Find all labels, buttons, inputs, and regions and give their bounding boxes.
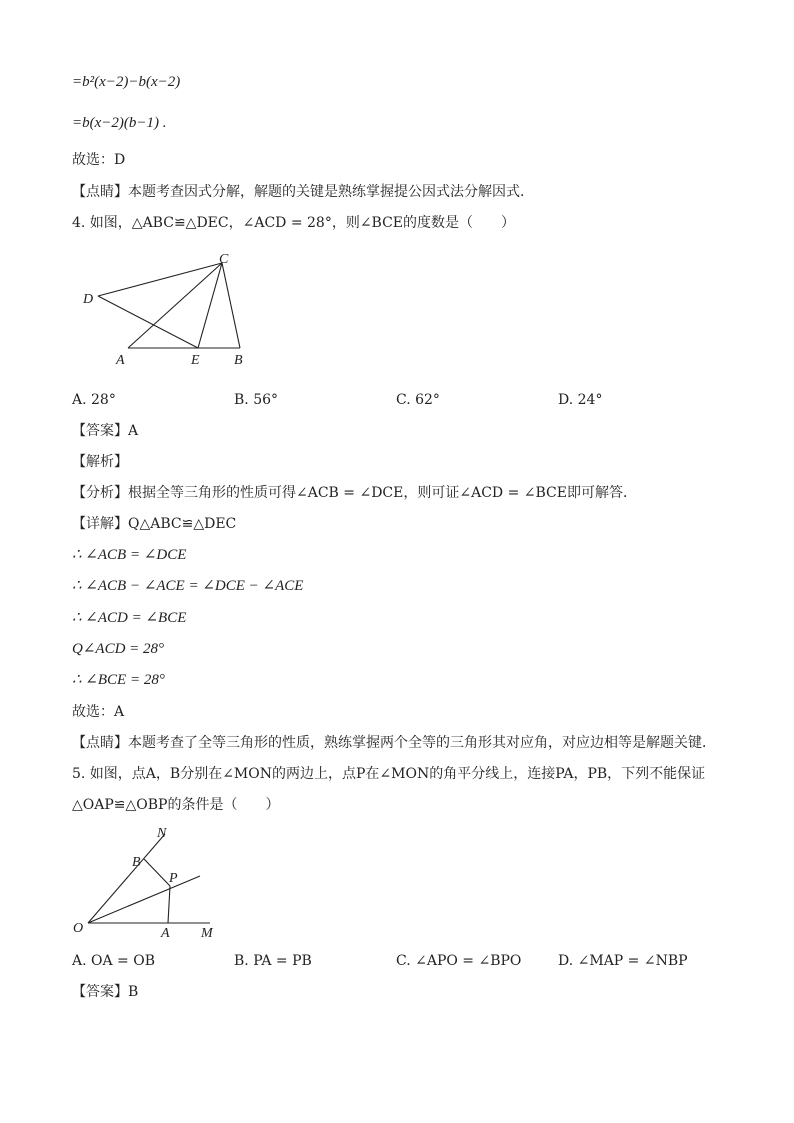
q4-choice: 故选：A: [72, 704, 125, 720]
q4-analysis: 【分析】根据全等三角形的性质可得∠ACB = ∠DCE，则可证∠ACD = ∠BCE即可解答．: [72, 485, 637, 501]
label-C: C: [219, 252, 229, 267]
label-B: B: [132, 855, 141, 870]
formula-line-1: =b²(x−2)−b(x−2): [72, 74, 181, 90]
seg-DE: [98, 296, 198, 348]
formula-line-2: =b(x−2)(b−1) .: [72, 115, 167, 131]
figure-q4: [70, 248, 270, 373]
q4-answer: 【答案】A: [72, 423, 139, 439]
q4-option-d: D. 24°: [558, 392, 603, 408]
q4-analysis-heading: 【解析】: [72, 454, 128, 470]
ray-OP: [88, 876, 200, 923]
q4-option-c: C. 62°: [396, 392, 440, 408]
q4-detail-5: Q∠ACD = 28°: [72, 641, 165, 657]
q4-detail-3: ∴ ∠ACB − ∠ACE = ∠DCE − ∠ACE: [72, 578, 304, 594]
label-A: A: [116, 353, 125, 368]
label-E: E: [191, 353, 200, 368]
question-5-cont: △OAP≌△OBP的条件是（ ）: [72, 797, 280, 813]
q5-option-d: D. ∠MAP = ∠NBP: [558, 953, 688, 969]
label-N: N: [157, 826, 167, 841]
q4-detail-6: ∴ ∠BCE = 28°: [72, 672, 165, 688]
question-4: 4. 如图，△ABC≌△DEC，∠ACD = 28°，则∠BCE的度数是（ ）: [72, 215, 516, 231]
seg-EC: [198, 263, 222, 348]
question-5: 5. 如图，点A，B分别在∠MON的两边上，点P在∠MON的角平分线上，连接PA，PB，下列不能保证: [72, 766, 706, 782]
seg-BC: [222, 263, 240, 348]
label-D: D: [83, 292, 94, 307]
seg-BP: [144, 859, 170, 886]
label-P: P: [169, 871, 178, 886]
figure-q5: [70, 822, 230, 942]
q4-comment: 【点睛】本题考查了全等三角形的性质，熟练掌握两个全等的三角形其对应角，对应边相等是解题关键．: [72, 735, 716, 751]
q5-option-b: B. PA = PB: [234, 953, 312, 969]
q4-detail-4: ∴ ∠ACD = ∠BCE: [72, 610, 187, 626]
label-O: O: [73, 921, 84, 936]
q4-option-b: B. 56°: [234, 392, 279, 408]
answer-choice-prev: 故选：D: [72, 152, 126, 168]
comment-prev: 【点睛】本题考查因式分解，解题的关键是熟练掌握提公因式法分解因式．: [72, 184, 534, 200]
label-B: B: [234, 353, 243, 368]
q4-option-a: A. 28°: [72, 392, 116, 408]
q5-option-c: C. ∠APO = ∠BPO: [396, 953, 522, 969]
ray-ON: [88, 834, 165, 923]
q4-detail-2: ∴ ∠ACB = ∠DCE: [72, 547, 187, 563]
label-M: M: [201, 926, 213, 941]
label-A: A: [161, 926, 170, 941]
q5-option-a: A. OA = OB: [72, 953, 155, 969]
q4-detail-1: 【详解】Q△ABC≌△DEC: [72, 516, 237, 532]
q5-answer: 【答案】B: [72, 984, 139, 1000]
seg-PA: [168, 886, 170, 923]
